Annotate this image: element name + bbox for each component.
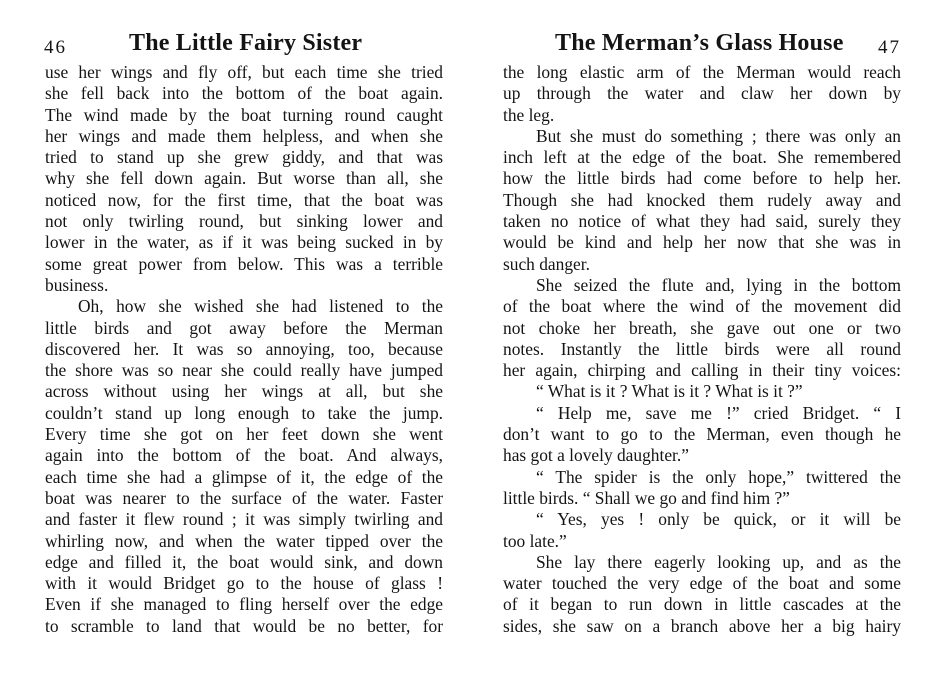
text-line: discovered her. It was so annoying, too, because <box>45 338 443 359</box>
text-line: her again, chirping and calling in their tiny voices: <box>503 360 901 381</box>
text-line: of it began to run down in little cascades at the <box>503 594 901 615</box>
text-line: the leg. <box>503 104 555 125</box>
text-line: the shore was so near she could really have jumped <box>45 360 443 381</box>
text-line: Though she had knocked them rudely away and <box>503 189 901 210</box>
text-line: Every time she got on her feet down she went <box>45 424 443 445</box>
text-line: not choke her breath, she gave out one or two <box>503 317 901 338</box>
text-line: edge and filled it, the boat would sink, and down <box>45 551 443 572</box>
left-page-body-text <box>45 62 443 637</box>
text-line: not only twirling round, but sinking lower and <box>45 211 443 232</box>
text-line: her wings and made them helpless, and when she <box>45 125 443 146</box>
running-head-title-right: The Merman’s Glass House <box>555 30 844 56</box>
text-line: lower in the water, as if it was being sucked in by <box>45 232 443 253</box>
text-line: each time she had a glimpse of it, the edge of the <box>45 466 443 487</box>
text-line: tried to stand up she grew giddy, and that was <box>45 147 443 168</box>
page-number-right: 47 <box>878 37 901 58</box>
left-page <box>0 0 467 675</box>
left-running-head <box>0 30 467 60</box>
text-line: water touched the very edge of the boat and some <box>503 573 901 594</box>
text-line: why she fell down again. But worse than all, she <box>45 168 443 189</box>
right-page-body-text <box>503 62 901 637</box>
text-line: up through the water and claw her down by <box>503 83 901 104</box>
text-line: But she must do something ; there was only an <box>536 125 901 146</box>
text-line: use her wings and fly off, but each time she tried <box>45 62 443 82</box>
text-line: would be kind and help her now that she was in <box>503 232 901 253</box>
text-line: some great power from below. This was a terrible <box>45 253 443 274</box>
text-line: The wind made by the boat turning round caught <box>45 104 443 125</box>
text-line: whirling now, and when the water tipped over the <box>45 530 443 551</box>
page-number-left: 46 <box>44 37 67 58</box>
text-line: of the boat where the wind of the movement did <box>503 296 901 317</box>
text-line: little birds and got away before the Merman <box>45 317 443 338</box>
text-line: again into the bottom of the boat. And always, <box>45 445 443 466</box>
text-line: the long elastic arm of the Merman would reach <box>503 62 901 82</box>
text-line: notes. Instantly the little birds were all round <box>503 338 901 359</box>
text-line: little birds. “ Shall we go and find him ?” <box>503 487 790 508</box>
text-line: business. <box>45 274 109 295</box>
text-line: noticed now, for the first time, that the boat was <box>45 189 443 210</box>
text-line: such danger. <box>503 253 590 274</box>
text-line: taken no notice of what they had said, surely they <box>503 211 901 232</box>
text-line: has got a lovely daughter.” <box>503 445 689 466</box>
text-line: across without using her wings at all, but she <box>45 381 443 402</box>
text-line: “ What is it ? What is it ? What is it ?” <box>536 381 803 402</box>
text-line: Oh, how she wished she had listened to the <box>78 296 443 317</box>
text-line: Even if she managed to fling herself over the edge <box>45 594 443 615</box>
text-line: with it would Bridget go to the house of glass ! <box>45 573 443 594</box>
text-line: “ Help me, save me !” cried Bridget. “ I <box>536 402 901 423</box>
text-line: inch left at the edge of the boat. She remembered <box>503 147 901 168</box>
text-line: “ Yes, yes ! only be quick, or it will be <box>536 509 901 530</box>
running-head-title-left: The Little Fairy Sister <box>129 30 363 56</box>
right-page <box>467 0 935 675</box>
text-line: to scramble to land that would be no better, for <box>45 615 443 636</box>
text-line: She lay there eagerly looking up, and as the <box>536 551 901 572</box>
text-line: sides, she saw on a branch above her a big hairy <box>503 615 901 636</box>
text-line: too late.” <box>503 530 567 551</box>
text-line: She seized the flute and, lying in the bottom <box>536 274 901 295</box>
text-line: boat was nearer to the surface of the water. Faster <box>45 487 443 508</box>
right-running-head <box>467 30 935 60</box>
text-line: couldn’t stand up long enough to take the jump. <box>45 402 443 423</box>
text-line: how the little birds had come before to help her. <box>503 168 901 189</box>
text-line: “ The spider is the only hope,” twittered the <box>536 466 901 487</box>
text-line: she fell back into the bottom of the boat again. <box>45 83 443 104</box>
text-line: and faster it flew round ; it was simply twirling and <box>45 509 443 530</box>
text-line: don’t want to go to the Merman, even though he <box>503 424 901 445</box>
